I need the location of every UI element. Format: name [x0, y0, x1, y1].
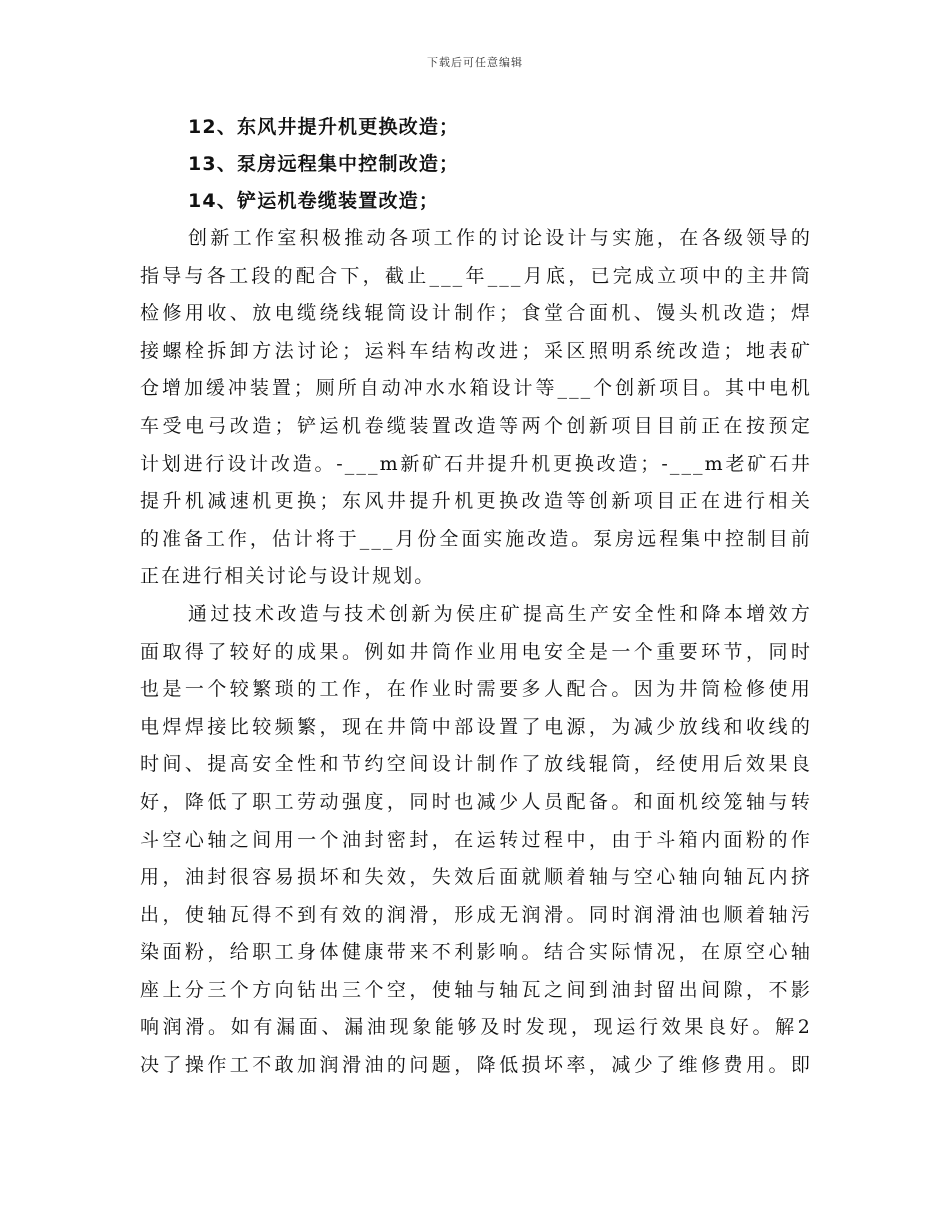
- paragraph-line: 指导与各工段的配合下，截止___年___月底，已完成立项中的主井筒: [140, 264, 812, 287]
- paragraph-line: 通过技术改造与技术创新为侯庄矿提高生产安全性和降本增效方: [188, 602, 812, 625]
- list-item-13: 13、泵房远程集中控制改造；: [188, 153, 460, 175]
- paragraph-line: 好，降低了职工劳动强度，同时也减少人员配备。和面机绞笼轴与转: [140, 790, 812, 813]
- document-body: [140, 109, 812, 1085]
- paragraph-line: 仓增加缓冲装置；厕所自动冲水水箱设计等___个创新项目。其中电机: [140, 377, 812, 400]
- paragraph-line: 电焊焊接比较频繁，现在井筒中部设置了电源，为减少放线和收线的: [140, 715, 812, 738]
- paragraph-line: 计划进行设计改造。-___m新矿石井提升机更换改造；-___m老矿石井: [140, 452, 812, 475]
- paragraph-line: 的准备工作，估计将于___月份全面实施改造。泵房远程集中控制目前: [140, 527, 812, 550]
- paragraph-line: 创新工作室积极推动各项工作的讨论设计与实施，在各级领导的: [188, 227, 812, 249]
- paragraph-line: 出，使轴瓦得不到有效的润滑，形成无润滑。同时润滑油也顺着轴污: [140, 903, 812, 926]
- paragraph-line: 时间、提高安全性和节约空间设计制作了放线辊筒，经使用后效果良: [140, 753, 812, 776]
- paragraph-line: 染面粉，给职工身体健康带来不利影响。结合实际情况，在原空心轴: [140, 941, 812, 964]
- list-item-12: 12、东风井提升机更换改造；: [188, 116, 460, 138]
- paragraph-line: 用，油封很容易损坏和失效，失效后面就顺着轴与空心轴向轴瓦内挤: [140, 866, 812, 889]
- paragraph-line: 响润滑。如有漏面、漏油现象能够及时发现，现运行效果良好。解2: [140, 1016, 812, 1039]
- paragraph-line: 接螺栓拆卸方法讨论；运料车结构改进；采区照明系统改造；地表矿: [140, 339, 812, 362]
- paragraph-line: 检修用收、放电缆绕线辊筒设计制作；食堂合面机、馒头机改造；焊: [140, 302, 812, 325]
- page-header-note: 下载后可任意编辑: [427, 56, 523, 69]
- paragraph-line: 决了操作工不敢加润滑油的问题，降低损坏率，减少了维修费用。即: [140, 1054, 812, 1077]
- paragraph-line: 车受电弓改造；铲运机卷缆装置改造等两个创新项目目前正在按预定: [140, 414, 812, 437]
- paragraph-line: 座上分三个方向钻出三个空，使轴与轴瓦之间到油封留出间隙，不影: [140, 978, 812, 1001]
- paragraph-line: 斗空心轴之间用一个油封密封，在运转过程中，由于斗箱内面粉的作: [140, 828, 812, 851]
- list-item-14: 14、铲运机卷缆装置改造；: [188, 190, 440, 212]
- paragraph-line: 正在进行相关讨论与设计规划。: [140, 565, 436, 588]
- paragraph-innovation-progress: [140, 220, 812, 596]
- paragraph-line: 也是一个较繁琐的工作，在作业时需要多人配合。因为井筒检修使用: [140, 678, 812, 701]
- paragraph-line: 面取得了较好的成果。例如井筒作业用电安全是一个重要环节，同时: [140, 640, 812, 663]
- paragraph-technical-results: [140, 596, 812, 1085]
- paragraph-line: 提升机减速机更换；东风井提升机更换改造等创新项目正在进行相关: [140, 490, 812, 513]
